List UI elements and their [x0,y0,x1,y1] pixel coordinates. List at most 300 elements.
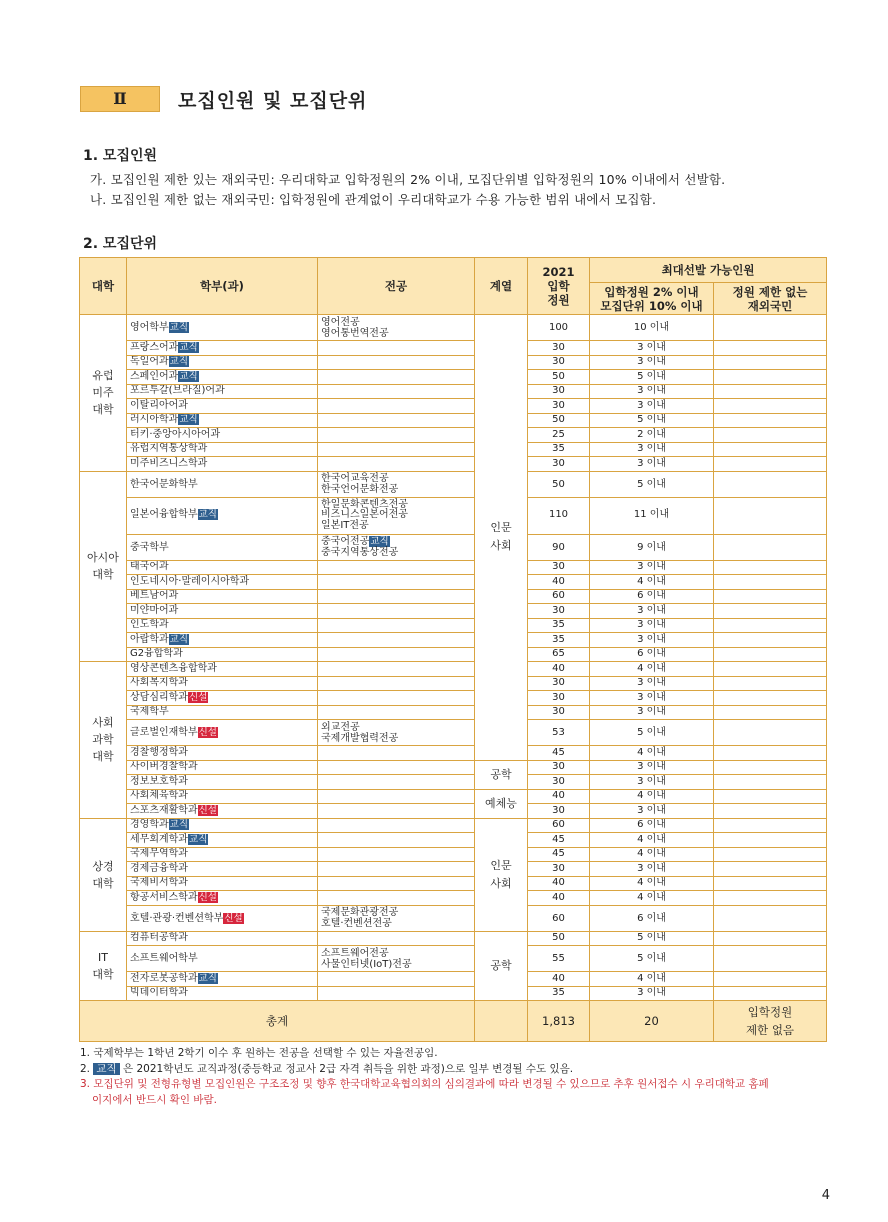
cell-unlimited [714,413,827,428]
department-name: 인도네시아·말레이시아학과 [130,575,250,587]
cell-unlimited [714,442,827,457]
header-university: 대학 [80,258,127,315]
cell-max-limited: 3 이내 [590,705,714,720]
major-line: 한일문화콘텐츠전공 [321,498,408,510]
table-row [80,705,827,720]
cell-major [318,534,475,560]
table-row [80,972,827,987]
department-name: 글로벌인재학부 [130,727,198,738]
cell-department [127,905,318,931]
note-2-prefix: 2. [80,1062,94,1075]
cell-quota: 30 [528,604,590,619]
cell-max-limited: 3 이내 [590,775,714,790]
cell-max-limited: 3 이내 [590,633,714,648]
table-row [80,775,827,790]
note-3: 3. 모집단위 및 전형유형별 모집인원은 구조조정 및 향후 한국대학교육협의회의 심의결과에 따라 변경될 수 있으므로 추후 원서접수 시 우리대학교 홈페 [80,1078,769,1090]
cell-quota: 30 [528,775,590,790]
cell-quota: 55 [528,946,590,972]
cell-quota: 30 [528,676,590,691]
department-name: 스포츠재활학과 [130,804,198,816]
cell-university: IT 대학 [80,931,127,1001]
cell-max-limited: 4 이내 [590,789,714,804]
cell-max-limited: 3 이내 [590,676,714,691]
header-quota: 2021 입학 정원 [528,258,590,315]
cell-major [318,315,475,341]
cell-quota: 100 [528,315,590,341]
table-row [80,931,827,946]
cell-unlimited [714,818,827,833]
cell-series: 공학 [475,760,528,789]
cell-major [318,891,475,906]
department-name: 태국어과 [130,561,169,573]
cell-major [318,618,475,633]
table-row [80,818,827,833]
cell-unlimited [714,676,827,691]
department-name: 터키·중앙아시아어과 [130,428,221,440]
cell-unlimited [714,341,827,356]
major-line: 소프트웨어전공 [321,947,389,959]
new-badge: 신설 [198,804,217,816]
cell-department [127,876,318,891]
teaching-badge: 교직 [169,322,188,333]
cell-quota: 40 [528,789,590,804]
cell-department [127,341,318,356]
cell-quota: 50 [528,931,590,946]
table-row [80,413,827,428]
major-line: 호텔·컨벤션전공 [321,918,392,929]
section-header [80,86,367,112]
cell-department [127,972,318,987]
cell-quota: 35 [528,442,590,457]
department-name: 세무회계학과 [130,833,188,845]
cell-max-limited: 4 이내 [590,746,714,761]
note-2 [80,1062,830,1078]
teaching-badge: 교직 [179,370,198,382]
cell-quota: 30 [528,804,590,819]
note-2-tag: 교직 [93,1063,119,1075]
table-row [80,691,827,706]
teaching-badge: 교직 [198,972,217,984]
cell-major [318,604,475,619]
department-name: 국제학부 [130,706,169,718]
major-line: 비즈니스일본어전공 [321,509,408,521]
paragraph-unlimited: 나. 모집인원 제한 없는 재외국민: 입학정원에 관계없이 우리대학교가 수용 가능한 범위 내에서 모집함. [90,192,657,207]
cell-department [127,775,318,790]
department-name: 미주비즈니스학과 [130,457,208,469]
recruitment-units-table [79,257,827,1042]
major-line: 영어통번역전공 [321,327,389,339]
department-name: 경찰행정학과 [130,746,188,758]
cell-max-limited: 5 이내 [590,413,714,428]
cell-unlimited [714,720,827,746]
cell-max-limited: 4 이내 [590,972,714,987]
note-1: 1. 국제학부는 1학년 2학기 이수 후 원하는 전공을 선택할 수 있는 자율전공임. [80,1047,438,1059]
cell-max-limited: 5 이내 [590,946,714,972]
cell-quota: 30 [528,457,590,472]
header-major: 전공 [318,258,475,315]
cell-quota: 45 [528,746,590,761]
cell-major [318,972,475,987]
table-row [80,497,827,534]
total-series-empty [475,1001,528,1042]
major-line: 사물인터넷(IoT)전공 [321,958,412,970]
table-row [80,746,827,761]
teaching-badge: 교직 [198,509,217,521]
cell-university: 상경 대학 [80,818,127,931]
cell-max-limited: 3 이내 [590,691,714,706]
cell-major [318,691,475,706]
cell-major [318,647,475,662]
cell-department [127,946,318,972]
department-name: 독일어과 [130,356,169,368]
cell-unlimited [714,370,827,385]
new-badge: 신설 [224,912,243,924]
table-row [80,662,827,677]
department-name: 빅데이터학과 [130,987,188,999]
table-row [80,560,827,575]
cell-department [127,618,318,633]
cell-department [127,604,318,619]
department-name: 아랍학과 [130,633,169,645]
total-label: 총계 [80,1001,475,1042]
cell-department [127,413,318,428]
cell-quota: 60 [528,905,590,931]
table-row [80,647,827,662]
table-row [80,604,827,619]
cell-unlimited [714,428,827,443]
cell-quota: 40 [528,662,590,677]
cell-quota: 35 [528,618,590,633]
cell-unlimited [714,647,827,662]
cell-quota: 30 [528,705,590,720]
cell-max-limited: 10 이내 [590,315,714,341]
cell-department [127,384,318,399]
teaching-badge: 교직 [169,356,188,368]
cell-major [318,986,475,1001]
table-row [80,876,827,891]
note-3-cont: 이지에서 반드시 확인 바람. [92,1093,217,1106]
table-row [80,946,827,972]
cell-major [318,847,475,862]
cell-unlimited [714,775,827,790]
cell-quota: 53 [528,720,590,746]
cell-department [127,442,318,457]
cell-department [127,589,318,604]
department-name: 영어학부 [130,322,169,333]
cell-department [127,760,318,775]
major-line: 중국어전공교직 [321,536,389,547]
cell-quota: 30 [528,384,590,399]
cell-unlimited [714,905,827,931]
department-name: 호텔·관광·컨벤션학부 [130,912,224,924]
cell-max-limited: 3 이내 [590,986,714,1001]
header-series: 계열 [475,258,528,315]
header-limited: 입학정원 2% 이내 모집단위 10% 이내 [590,283,714,315]
cell-max-limited: 6 이내 [590,818,714,833]
cell-major [318,775,475,790]
department-name: G2융합학과 [130,648,183,660]
table-row [80,789,827,804]
cell-major [318,862,475,877]
department-name: 경영학과 [130,819,169,831]
cell-major [318,833,475,848]
department-name: 한국어문화학부 [130,478,198,490]
cell-department [127,315,318,341]
cell-max-limited: 5 이내 [590,471,714,497]
department-name: 베트남어과 [130,590,179,602]
cell-max-limited: 5 이내 [590,720,714,746]
department-name: 사이버경찰학과 [130,761,198,773]
cell-unlimited [714,946,827,972]
cell-series: 인문 사회 [475,818,528,931]
cell-major [318,662,475,677]
table-row [80,457,827,472]
cell-unlimited [714,355,827,370]
section-number: Ⅱ [80,86,160,112]
cell-department [127,986,318,1001]
cell-series: 공학 [475,931,528,1001]
cell-unlimited [714,972,827,987]
cell-department [127,534,318,560]
cell-max-limited: 4 이내 [590,662,714,677]
cell-major [318,575,475,590]
cell-department [127,662,318,677]
cell-quota: 40 [528,876,590,891]
department-name: 영상콘텐츠융합학과 [130,662,217,674]
cell-unlimited [714,471,827,497]
department-name: 경제금융학과 [130,862,188,874]
cell-max-limited: 3 이내 [590,804,714,819]
cell-max-limited: 3 이내 [590,760,714,775]
cell-max-limited: 2 이내 [590,428,714,443]
cell-unlimited [714,399,827,414]
department-name: 컴퓨터공학과 [130,932,188,944]
table-row [80,589,827,604]
cell-major [318,442,475,457]
major-line: 일본IT전공 [321,519,369,531]
cell-series: 인문 사회 [475,315,528,761]
cell-max-limited: 5 이내 [590,370,714,385]
total-quota: 1,813 [528,1001,590,1042]
cell-max-limited: 5 이내 [590,931,714,946]
cell-major [318,633,475,648]
cell-department [127,862,318,877]
cell-university: 유럽 미주 대학 [80,315,127,472]
heading-recruitment-number: 1. 모집인원 [83,148,158,164]
table-row [80,720,827,746]
table-row [80,618,827,633]
table-row [80,399,827,414]
cell-major [318,497,475,534]
cell-unlimited [714,986,827,1001]
cell-major [318,384,475,399]
department-name: 러시아학과 [130,414,179,426]
cell-department [127,471,318,497]
cell-department [127,497,318,534]
cell-max-limited: 4 이내 [590,847,714,862]
paragraph-limited: 가. 모집인원 제한 있는 재외국민: 우리대학교 입학정원의 2% 이내, 모집단위별 입학정원의 10% 이내에서 선발함. [90,172,726,187]
cell-quota: 60 [528,818,590,833]
cell-department [127,575,318,590]
new-badge: 신설 [198,727,217,738]
major-line: 한국어교육전공 [321,473,389,484]
cell-major [318,931,475,946]
department-name: 인도학과 [130,619,169,631]
cell-department [127,355,318,370]
table-row [80,575,827,590]
cell-department [127,691,318,706]
cell-quota: 30 [528,560,590,575]
cell-department [127,789,318,804]
cell-department [127,647,318,662]
new-badge: 신설 [198,891,217,903]
new-badge: 신설 [188,691,208,703]
teaching-badge: 교직 [179,341,198,353]
major-line: 한국언어문화전공 [321,484,399,495]
cell-unlimited [714,891,827,906]
cell-major [318,589,475,604]
cell-major [318,876,475,891]
table-row [80,891,827,906]
cell-quota: 110 [528,497,590,534]
table-row [80,442,827,457]
cell-major [318,946,475,972]
header-max-selection: 최대선발 가능인원 [590,258,827,283]
department-name: 사회복지학과 [130,677,188,689]
cell-unlimited [714,575,827,590]
total-unlimited: 입학정원 제한 없음 [714,1001,827,1042]
cell-unlimited [714,705,827,720]
cell-major [318,341,475,356]
cell-department [127,891,318,906]
table-row [80,804,827,819]
cell-quota: 60 [528,589,590,604]
department-name: 스페인어과 [130,370,179,382]
cell-major [318,355,475,370]
cell-max-limited: 6 이내 [590,905,714,931]
cell-department [127,428,318,443]
cell-unlimited [714,315,827,341]
cell-university: 아시아 대학 [80,471,127,662]
cell-major [318,370,475,385]
cell-max-limited: 3 이내 [590,618,714,633]
department-name: 사회체육학과 [130,790,188,802]
cell-department [127,746,318,761]
cell-max-limited: 4 이내 [590,833,714,848]
cell-unlimited [714,604,827,619]
cell-department [127,833,318,848]
cell-max-limited: 3 이내 [590,560,714,575]
department-name: 국제무역학과 [130,848,188,860]
cell-major [318,720,475,746]
cell-unlimited [714,497,827,534]
cell-department [127,370,318,385]
cell-quota: 50 [528,370,590,385]
cell-major [318,428,475,443]
cell-unlimited [714,384,827,399]
table-row [80,341,827,356]
cell-max-limited: 3 이내 [590,341,714,356]
major-line: 국제개발협력전공 [321,732,399,744]
cell-quota: 30 [528,341,590,356]
department-name: 전자로봇공학과 [130,972,198,984]
teaching-badge: 교직 [188,833,208,845]
cell-department [127,560,318,575]
cell-university: 사회 과학 대학 [80,662,127,819]
cell-major [318,413,475,428]
cell-major [318,560,475,575]
table-row [80,676,827,691]
cell-department [127,676,318,691]
cell-max-limited: 4 이내 [590,575,714,590]
department-name: 이탈리아어과 [130,399,188,411]
cell-max-limited: 11 이내 [590,497,714,534]
cell-department [127,705,318,720]
cell-quota: 50 [528,471,590,497]
table-row [80,986,827,1001]
cell-quota: 65 [528,647,590,662]
department-name: 프랑스어과 [130,341,179,353]
note-2-text: 은 2021학년도 교직과정(중등학교 정교사 2급 자격 취득을 위한 과정)으로 일부 변경될 수도 있음. [119,1062,574,1075]
cell-department [127,804,318,819]
table-row [80,833,827,848]
major-line: 국제문화관광전공 [321,907,399,918]
teaching-badge: 교직 [370,536,389,547]
cell-max-limited: 6 이내 [590,589,714,604]
cell-unlimited [714,746,827,761]
cell-quota: 40 [528,575,590,590]
cell-department [127,720,318,746]
cell-major [318,399,475,414]
cell-max-limited: 4 이내 [590,891,714,906]
department-name: 유럽지역통상학과 [130,443,208,455]
table-body [80,315,827,1042]
table-row [80,760,827,775]
cell-unlimited [714,662,827,677]
cell-unlimited [714,760,827,775]
cell-major [318,471,475,497]
cell-quota: 45 [528,847,590,862]
cell-major [318,676,475,691]
total-max: 20 [590,1001,714,1042]
department-name: 상담심리학과 [130,691,188,703]
department-name: 미얀마어과 [130,604,179,616]
cell-quota: 90 [528,534,590,560]
table-row [80,355,827,370]
cell-major [318,804,475,819]
cell-unlimited [714,618,827,633]
cell-unlimited [714,534,827,560]
header-unlimited: 정원 제한 없는 재외국민 [714,283,827,315]
cell-quota: 30 [528,862,590,877]
cell-department [127,633,318,648]
table-row [80,315,827,341]
cell-unlimited [714,633,827,648]
cell-unlimited [714,560,827,575]
cell-unlimited [714,691,827,706]
cell-quota: 30 [528,691,590,706]
table-row [80,633,827,648]
cell-max-limited: 3 이내 [590,399,714,414]
cell-quota: 40 [528,972,590,987]
cell-max-limited: 3 이내 [590,457,714,472]
cell-major [318,746,475,761]
cell-major [318,457,475,472]
cell-unlimited [714,833,827,848]
major-line: 중국지역통상전공 [321,547,399,558]
cell-major [318,705,475,720]
heading-recruitment-units: 2. 모집단위 [83,236,158,252]
